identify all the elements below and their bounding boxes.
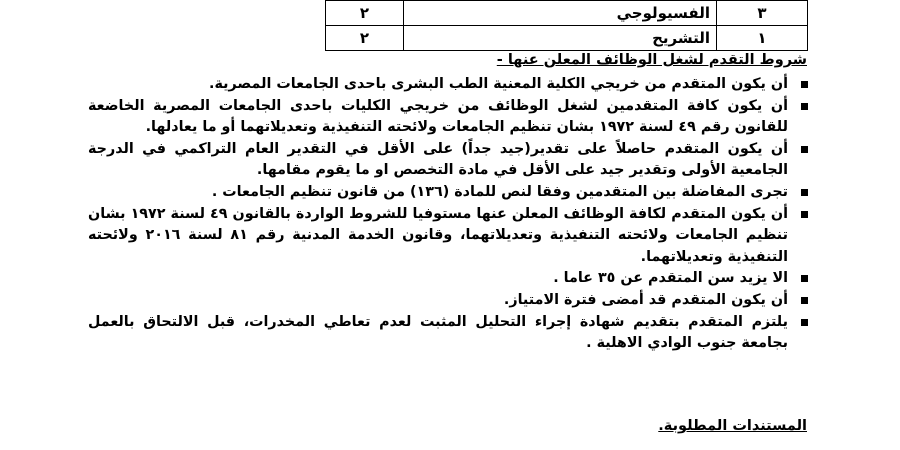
square-bullet-icon <box>801 275 808 282</box>
list-item-text: أن يكون المتقدم لكافة الوظائف المعلن عنها مستوفيا للشروط الواردة بالقانون ٤٩ لسنة ١٩٧٢ بشان تنظيم الجامعات ولائحته التنفيذية وتعديلاتهما، وقانون الخدمة المدنية رقم ٨١ لسنة ٢٠١٦ ولائحته التنفيذية وتعديلاتهما. <box>88 205 788 265</box>
square-bullet-icon <box>801 319 808 326</box>
list-item <box>88 290 808 312</box>
subjects-table <box>325 0 808 51</box>
list-item-text: أن يكون المتقدم حاصلاً على تقدير(جيد جداً) على الأقل في التقدير العام التراكمي في الدرجة الجامعية الأولى وتقدير جيد على الأقل في مادة التخصص او ما يقوم مقامها. <box>88 140 788 179</box>
documents-heading: المستندات المطلوبة. <box>658 418 807 434</box>
list-item <box>88 204 808 269</box>
table-cell-value: ٢ <box>326 1 404 26</box>
table-cell-number: ١ <box>717 26 808 51</box>
conditions-heading: شروط التقدم لشغل الوظائف المعلن عنها - <box>496 52 807 68</box>
square-bullet-icon <box>801 297 808 304</box>
square-bullet-icon <box>801 146 808 153</box>
list-item <box>88 96 808 139</box>
table-row <box>326 1 808 26</box>
list-item-text: يلتزم المتقدم بتقديم شهادة إجراء التحليل المثبت لعدم تعاطي المخدرات، قبل الالتحاق بالعمل بجامعة جنوب الوادي الاهلية . <box>88 313 788 352</box>
table-cell-subject: الفسيولوجي <box>404 1 717 26</box>
list-item <box>88 268 808 290</box>
square-bullet-icon <box>801 189 808 196</box>
list-item <box>88 139 808 182</box>
conditions-list <box>88 74 808 355</box>
table-cell-value: ٢ <box>326 26 404 51</box>
square-bullet-icon <box>801 103 808 110</box>
list-item <box>88 312 808 355</box>
list-item-text: أن يكون كافة المتقدمين لشغل الوظائف من خريجي الكليات باحدى الجامعات المصرية الخاضعة للقانون رقم ٤٩ لسنة ١٩٧٢ بشان تنظيم الجامعات ولائحته التنفيذية وتعديلاتهما أو ما يعادلها. <box>88 97 788 136</box>
table-cell-number: ٣ <box>717 1 808 26</box>
square-bullet-icon <box>801 211 808 218</box>
square-bullet-icon <box>801 81 808 88</box>
list-item-text: أن يكون المتقدم من خريجي الكلية المعنية الطب البشرى باحدى الجامعات المصرية. <box>209 76 788 92</box>
table-row <box>326 26 808 51</box>
list-item-text: الا يزيد سن المتقدم عن ٣٥ عاما . <box>553 270 788 287</box>
list-item-text: أن يكون المتقدم قد أمضى فترة الامتياز. <box>503 291 788 308</box>
table-cell-subject: التشريح <box>404 26 717 51</box>
list-item-text: تجرى المفاضلة بين المتقدمين وفقا لنص للمادة (١٣٦) من قانون تنظيم الجامعات . <box>211 183 788 200</box>
list-item <box>88 182 808 204</box>
list-item <box>88 74 808 96</box>
